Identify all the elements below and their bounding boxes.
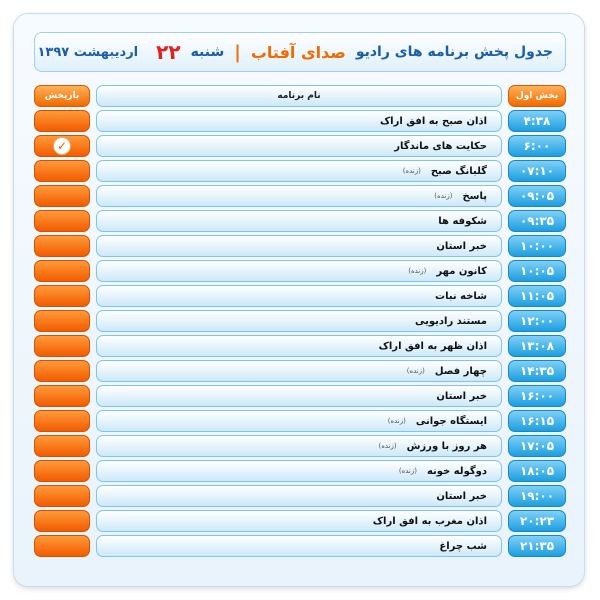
program-cell (96, 410, 502, 432)
live-label: (زنده) (406, 367, 425, 375)
program-name: مستند رادیویی (414, 315, 487, 327)
program-name: خبر استان (436, 240, 487, 252)
program-name: شاخه نبات (435, 290, 487, 302)
air-time: ۱۳:۰۸ (508, 335, 566, 357)
rerun-cell (34, 185, 90, 207)
table-row (34, 510, 566, 532)
air-time: ۱۸:۰۵ (508, 460, 566, 482)
rerun-cell (34, 535, 90, 557)
air-time: ۰۹:۰۵ (508, 185, 566, 207)
air-time: ۱۶:۱۵ (508, 410, 566, 432)
rerun-cell (34, 510, 90, 532)
header-rerun: بازپخش (34, 85, 90, 107)
program-name: حکایت های ماندگار (394, 140, 487, 152)
air-time: ۱۰:۰۵ (508, 260, 566, 282)
program-name: شب چراغ (439, 540, 487, 552)
program-cell (96, 160, 502, 182)
day-number: ۲۲ (156, 40, 181, 64)
rerun-cell (34, 310, 90, 332)
rerun-cell (34, 235, 90, 257)
air-time: ۰۷:۱۰ (508, 160, 566, 182)
program-name: اذان ظهر به افق اراک (378, 340, 487, 352)
program-cell (96, 510, 502, 532)
program-cell (96, 335, 502, 357)
air-time: ۱۶:۰۰ (508, 385, 566, 407)
program-cell (96, 385, 502, 407)
header-program-name: نام برنامه (96, 85, 502, 107)
program-name: ایستگاه جوانی (415, 415, 487, 427)
program-cell (96, 485, 502, 507)
table-row (34, 460, 566, 482)
live-label: (زنده) (402, 167, 421, 175)
program-cell (96, 360, 502, 382)
table-row (34, 360, 566, 382)
air-time: ۲۱:۳۵ (508, 535, 566, 557)
program-name: دوگوله خونه (426, 465, 487, 477)
air-time: ۶:۰۰ (508, 135, 566, 157)
live-label: (زنده) (434, 192, 453, 200)
program-cell (96, 535, 502, 557)
program-name: گلبانگ صبح (430, 165, 487, 177)
live-label: (زنده) (387, 417, 406, 425)
air-time: ۱۱:۰۵ (508, 285, 566, 307)
live-label: (زنده) (378, 442, 397, 450)
air-time: ۱۰:۰۰ (508, 235, 566, 257)
schedule-table (34, 82, 566, 560)
table-row (34, 260, 566, 282)
live-label: (زنده) (408, 267, 427, 275)
air-time: ۱۷:۰۵ (508, 435, 566, 457)
rerun-cell (34, 460, 90, 482)
table-row (34, 435, 566, 457)
program-name: اذان صبح به افق اراک (379, 115, 487, 127)
program-cell (96, 185, 502, 207)
program-name: هر روز با ورزش (406, 440, 487, 452)
table-row (34, 410, 566, 432)
table-row (34, 485, 566, 507)
table-row (34, 335, 566, 357)
program-cell (96, 110, 502, 132)
station-name: صدای آفتاب (250, 42, 346, 62)
header-time: پخش اول (508, 85, 566, 107)
air-time: ۲۰:۲۳ (508, 510, 566, 532)
table-row (34, 535, 566, 557)
rerun-cell (34, 285, 90, 307)
table-row (34, 310, 566, 332)
schedule-rows (34, 110, 566, 557)
rerun-cell (34, 385, 90, 407)
rerun-cell (34, 435, 90, 457)
air-time: ۴:۳۸ (508, 110, 566, 132)
table-row (34, 210, 566, 232)
table-row (34, 185, 566, 207)
table-row (34, 135, 566, 157)
table-row (34, 160, 566, 182)
live-label: (زنده) (398, 467, 417, 475)
table-row (34, 385, 566, 407)
program-name: کانون مهر (436, 265, 487, 277)
schedule-header (34, 32, 566, 72)
day-name: شنبه (190, 44, 225, 60)
program-name: خبر استان (436, 390, 487, 402)
program-name: چهار فصل (434, 365, 487, 377)
air-time: ۱۹:۰۰ (508, 485, 566, 507)
air-time: ۰۹:۳۵ (508, 210, 566, 232)
table-row (34, 110, 566, 132)
rerun-cell (34, 485, 90, 507)
rerun-cell (34, 335, 90, 357)
program-cell (96, 285, 502, 307)
rerun-cell (34, 110, 90, 132)
header-separator: | (234, 41, 241, 63)
program-cell (96, 135, 502, 157)
table-row (34, 285, 566, 307)
program-name: پاسخ (462, 190, 487, 202)
air-time: ۱۴:۳۵ (508, 360, 566, 382)
table-row (34, 235, 566, 257)
program-cell (96, 435, 502, 457)
rerun-cell (34, 135, 90, 157)
month-year: اردیبهشت ۱۳۹۷ (37, 44, 139, 60)
rerun-cell (34, 210, 90, 232)
program-cell (96, 235, 502, 257)
program-cell (96, 210, 502, 232)
check-circle-icon: ✓ (53, 137, 71, 155)
program-name: اذان مغرب به افق اراک (372, 515, 487, 527)
program-cell (96, 460, 502, 482)
program-name: خبر استان (436, 490, 487, 502)
table-header-row (34, 85, 566, 107)
program-cell (96, 310, 502, 332)
air-time: ۱۲:۰۰ (508, 310, 566, 332)
program-name: شکوفه ها (438, 215, 487, 227)
schedule-title: جدول پخش برنامه های رادیو (355, 44, 553, 60)
rerun-cell (34, 160, 90, 182)
program-cell (96, 260, 502, 282)
rerun-cell (34, 360, 90, 382)
rerun-cell (34, 260, 90, 282)
rerun-cell (34, 410, 90, 432)
